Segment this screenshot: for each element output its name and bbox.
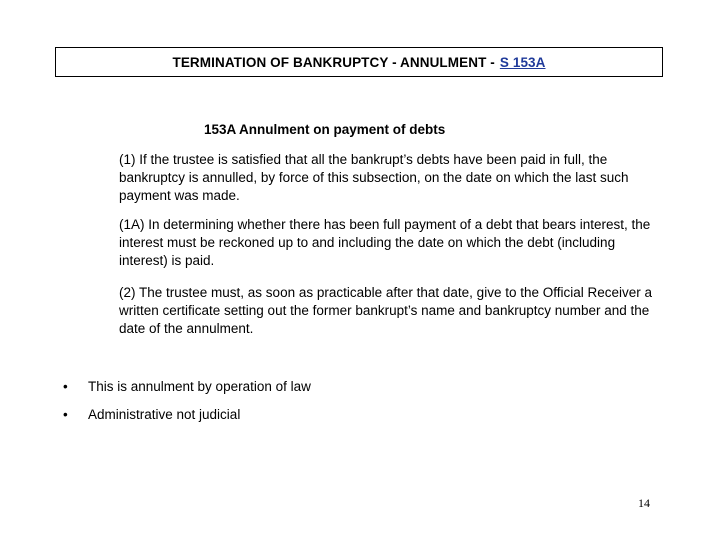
bullet-marker: • xyxy=(63,379,68,394)
bullet-item-operation-of-law: This is annulment by operation of law xyxy=(88,379,311,394)
paragraph-subsection-2: (2) The trustee must, as soon as practicable after that date, give to the Official Receiver a written certificate setting out the former bankrupt’s name and bankruptcy number and the date of the annulment. xyxy=(119,285,653,336)
title-box xyxy=(55,47,663,77)
bullet-marker: • xyxy=(63,407,68,422)
section-heading: 153A Annulment on payment of debts xyxy=(204,122,446,137)
bullet-item-administrative: Administrative not judicial xyxy=(88,407,241,422)
section-link[interactable]: S 153A xyxy=(499,54,546,70)
page-number: 14 xyxy=(638,496,650,510)
page-title: TERMINATION OF BANKRUPTCY - ANNULMENT - xyxy=(172,54,495,70)
paragraph-subsection-1a: (1A) In determining whether there has been full payment of a debt that bears interest, the interest must be reckoned up to and including the date on which the debt (including interest) is paid. xyxy=(119,217,651,268)
paragraph-subsection-1: (1) If the trustee is satisfied that all the bankrupt’s debts have been paid in full, the bankruptcy is annulled, by force of this subsection, on the date on which the last such payment was made. xyxy=(119,152,629,203)
